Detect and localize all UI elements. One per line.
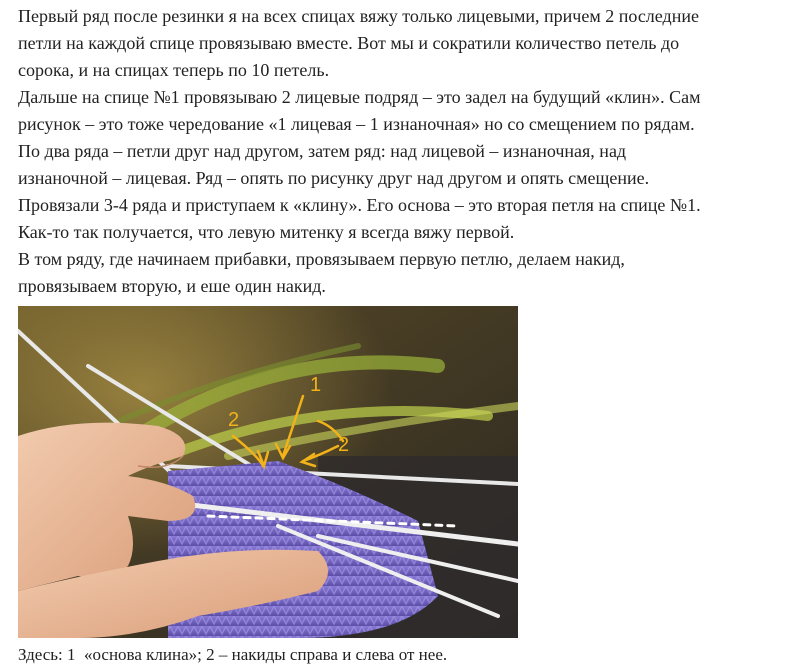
paragraph: Провязали 3-4 ряда и приступаем к «клину». Его основа – это вторая петля на спице №1. bbox=[18, 195, 701, 215]
paragraph: По два ряда – петли друг над другом, затем ряд: над лицевой – изнаночная, над изнаночной – лицевая. Ряд – опять по рисунку друг над другом и опять смещение. bbox=[18, 141, 650, 188]
label-1: 1 bbox=[310, 374, 322, 396]
label-2-left: 2 bbox=[228, 409, 240, 431]
label-2-right: 2 bbox=[338, 434, 350, 456]
paragraph: В том ряду, где начинаем прибавки, провязываем первую петлю, делаем накид, провязываем вторую, и еше один накид. bbox=[18, 249, 625, 296]
photo-caption: Здесь: 1 «основа клина»; 2 – накиды справа и слева от нее. bbox=[18, 645, 448, 664]
paragraph: Как-то так получается, что левую митенку я всегда вяжу первой. bbox=[18, 222, 515, 242]
paragraph: Дальше на спице №1 провязываю 2 лицевые подряд – это задел на будущий «клин». Сам рисунок – это тоже чередование «1 лицевая – 1 изнаночная» но со смещением по рядам. bbox=[18, 87, 701, 134]
knitting-photo bbox=[18, 306, 518, 638]
article-text bbox=[18, 3, 788, 300]
paragraph: Первый ряд после резинки я на всех спицах вяжу только лицевыми, причем 2 последние петли на каждой спице провязываю вместе. Вот мы и сократили количество петель до сорока, и на спицах теперь по 10 петель. bbox=[18, 6, 699, 80]
